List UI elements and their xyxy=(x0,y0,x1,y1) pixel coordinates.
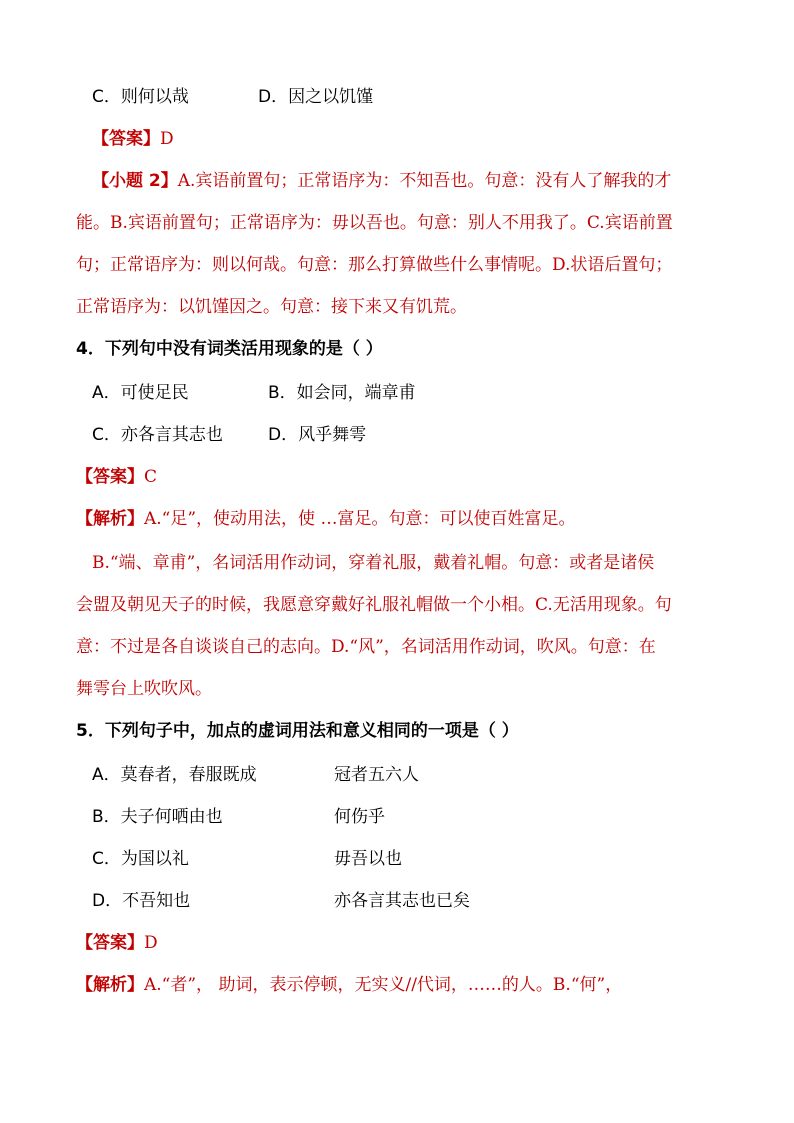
explanation-text: A.“者”， 助词，表示停顿，无实义//代词，……的人。B.“何”， xyxy=(144,975,623,995)
q4-option-d: D．风乎舞雩 xyxy=(268,425,367,445)
explanation-text: A.“足”，使动用法，使 …富足。句意：可以使百姓富足。 xyxy=(144,509,576,529)
q4-explanation-line-2: B.“端、章甫”，名词活用作动词，穿着礼服，戴着礼帽。句意：或者是诸侯 xyxy=(92,553,655,573)
answer-tag: 【答案】 xyxy=(76,467,144,487)
explanation-tag: 【解析】 xyxy=(76,509,144,529)
q5-explanation-line-1 xyxy=(76,972,622,998)
sub2-explanation-line-2: 能。B.宾语前置句；正常语序为：毋以吾也。句意：别人不用我了。C.宾语前置 xyxy=(76,213,673,233)
q4-option-c: C．亦各言其志也 xyxy=(92,425,223,445)
q4-explanation-line-5: 舞雩台上吹吹风。 xyxy=(76,679,212,699)
sub-question-tag: 【小题 2】 xyxy=(92,171,178,191)
q4-explanation-line-1 xyxy=(76,506,575,532)
q5-option-c-pair: 毋吾以也 xyxy=(334,849,402,869)
explanation-tag: 【解析】 xyxy=(76,975,144,995)
q4-option-b: B．如会同，端章甫 xyxy=(268,383,416,403)
q3-answer xyxy=(92,126,174,152)
answer-tag: 【答案】 xyxy=(76,933,144,953)
sub2-explanation-line-4: 正常语序为：以饥馑因之。句意：接下来又有饥荒。 xyxy=(76,297,467,317)
sub2-explanation-line-1 xyxy=(92,168,671,194)
q5-option-b-pair: 何伤乎 xyxy=(334,807,385,827)
q5-option-b: B．夫子何哂由也 xyxy=(92,807,223,827)
q5-option-a: A．莫春者，春服既成 xyxy=(92,765,257,785)
q4-answer xyxy=(76,464,157,490)
answer-tag: 【答案】 xyxy=(92,129,160,149)
q4-option-a: A．可使足民 xyxy=(92,383,189,403)
q5-answer xyxy=(76,930,158,956)
question-4: 4．下列句中没有词类活用现象的是（ ） xyxy=(76,339,383,359)
answer-value: D xyxy=(160,129,174,149)
q5-option-a-pair: 冠者五六人 xyxy=(334,765,419,785)
q4-explanation-line-3: 会盟及朝见天子的时候，我愿意穿戴好礼服礼帽做一个小相。C.无活用现象。句 xyxy=(76,595,672,615)
explanation-text: A.宾语前置句；正常语序为：不知吾也。句意：没有人了解我的才 xyxy=(177,171,672,191)
sub2-explanation-line-3: 句；正常语序为：则以何哉。句意：那么打算做些什么事情呢。D.状语后置句； xyxy=(76,255,673,275)
q5-option-c: C．为国以礼 xyxy=(92,849,189,869)
q5-option-d-pair: 亦各言其志也已矣 xyxy=(334,891,470,911)
q3-option-c: C．则何以哉 xyxy=(92,87,189,107)
q3-option-d: D．因之以饥馑 xyxy=(258,87,374,107)
answer-value: D xyxy=(144,933,158,953)
answer-value: C xyxy=(144,467,158,487)
q4-explanation-line-4: 意：不过是各自谈谈自己的志向。D.“风”，名词活用作动词，吹风。句意：在 xyxy=(76,637,656,657)
question-5: 5．下列句子中，加点的虚词用法和意义相同的一项是（ ） xyxy=(76,721,519,741)
q5-option-d: D．不吾知也 xyxy=(92,891,191,911)
